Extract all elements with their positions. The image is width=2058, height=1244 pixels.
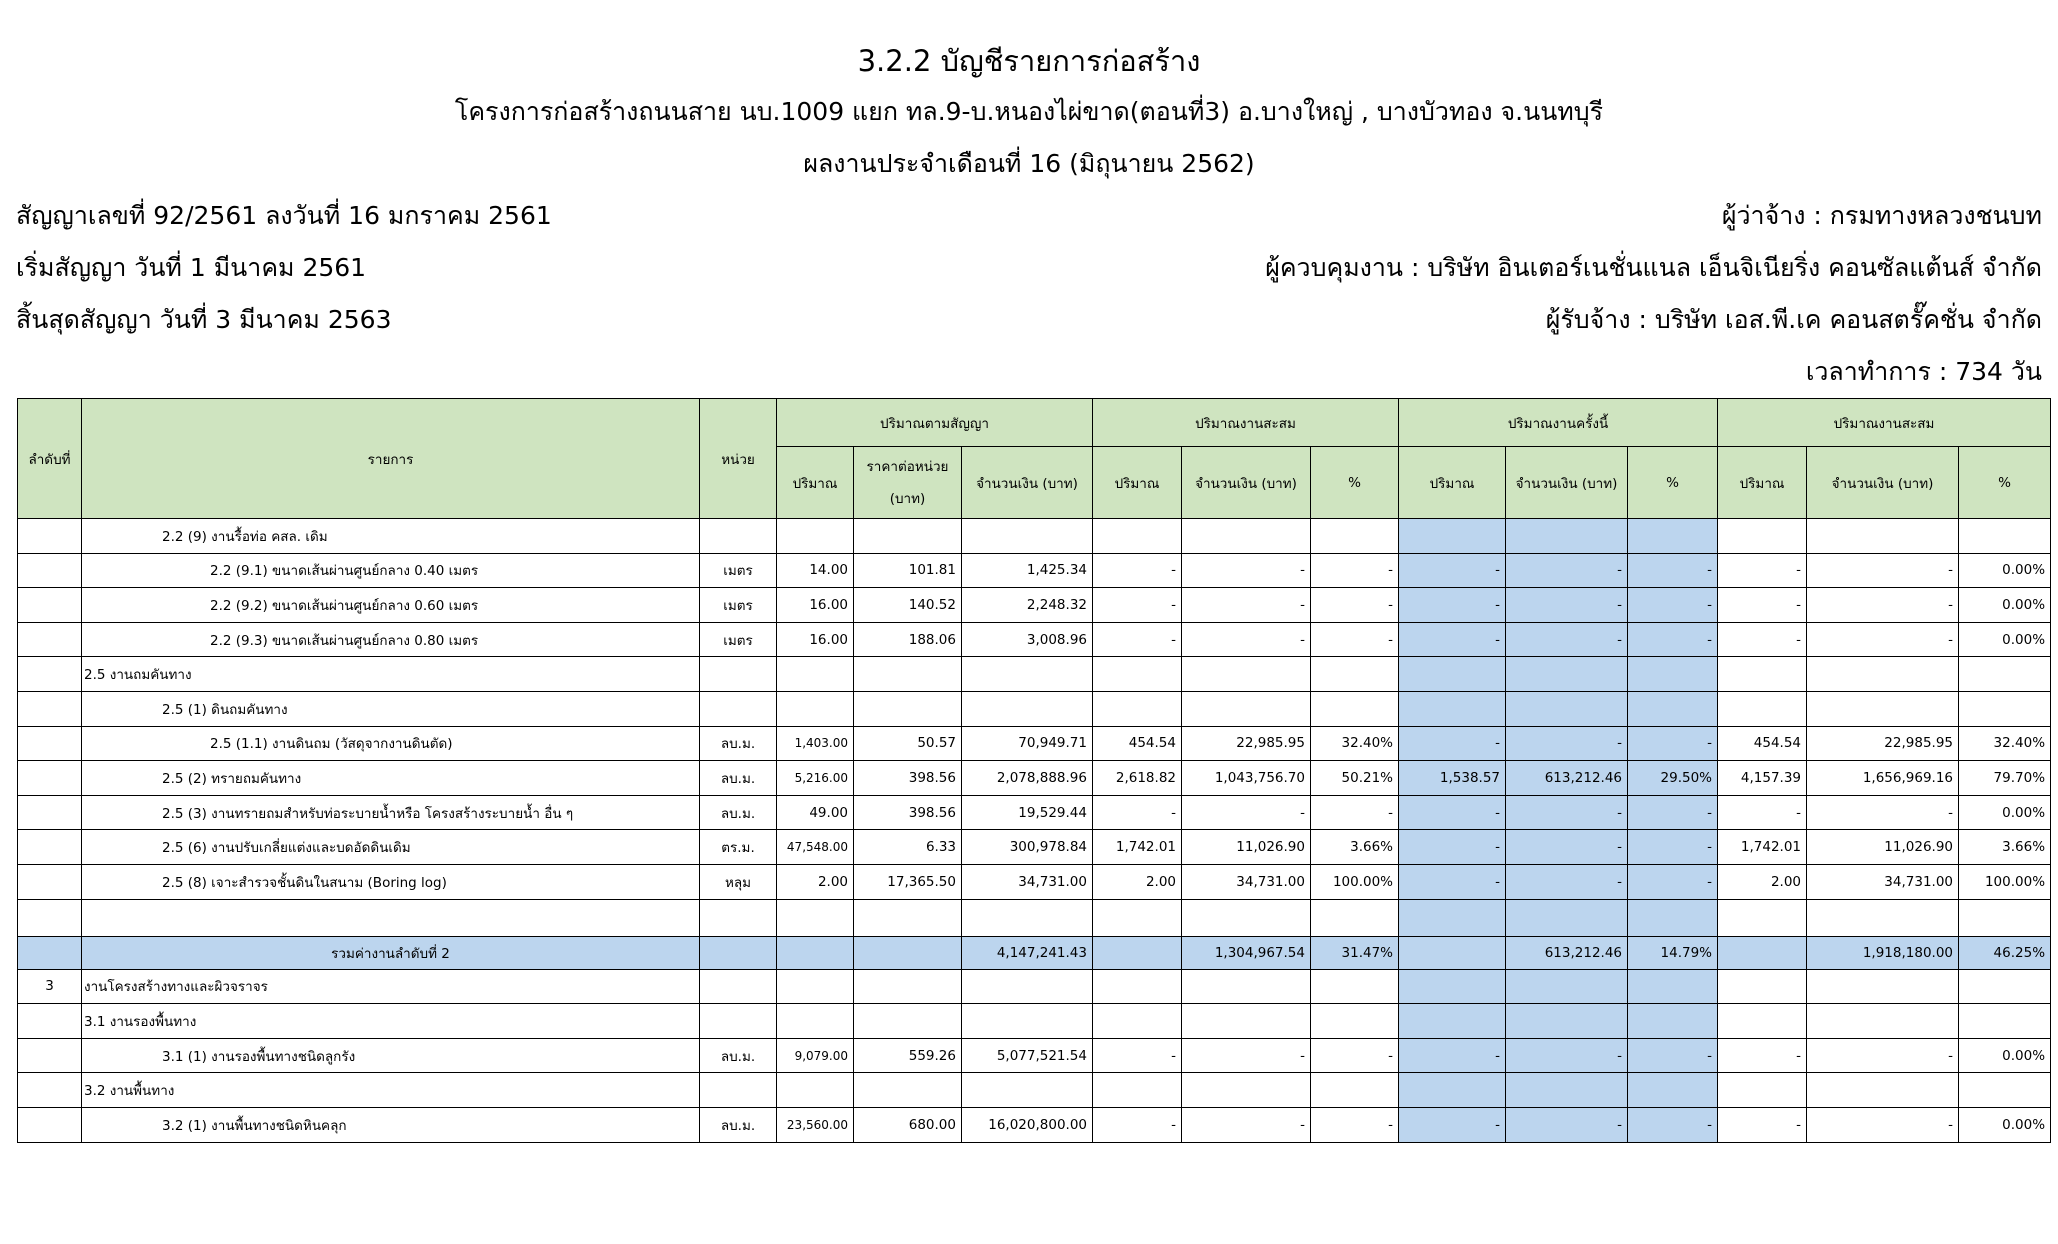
cell-item: 3.2 (1) งานพื้นทางชนิดหินคลุก — [82, 1107, 700, 1142]
cell-cum-amount: - — [1807, 1107, 1959, 1142]
total-cum-amount: 1,918,180.00 — [1807, 936, 1959, 969]
cell-cum-amount: - — [1807, 553, 1959, 588]
table-row — [18, 726, 2051, 761]
cell-item: 2.2 (9.1) ขนาดเส้นผ่านศูนย์กลาง 0.40 เมตร — [82, 553, 700, 588]
cell-seq — [18, 1038, 82, 1073]
cell-cum-amount: 22,985.95 — [1807, 726, 1959, 761]
cell-qty: 16.00 — [777, 588, 854, 623]
cell-item: 2.2 (9.3) ขนาดเส้นผ่านศูนย์กลาง 0.80 เมตร — [82, 622, 700, 657]
header-previous-cumulative: ปริมาณงานสะสม — [1093, 399, 1399, 447]
cell-this-amount — [1506, 519, 1628, 554]
cell-this-amount: - — [1506, 864, 1628, 899]
cell-qty — [777, 519, 854, 554]
cell-cum-pct: 0.00% — [1959, 1107, 2051, 1142]
cell-prev-qty: 1,742.01 — [1093, 830, 1182, 865]
cell-prev-qty: - — [1093, 553, 1182, 588]
cell-unit: เมตร — [700, 588, 777, 623]
cell-amount: 16,020,800.00 — [962, 1107, 1093, 1142]
cell-unit-price: 559.26 — [854, 1038, 962, 1073]
cell-seq — [18, 1107, 82, 1142]
cell-prev-amount: - — [1182, 1038, 1311, 1073]
cell-item: 2.2 (9.2) ขนาดเส้นผ่านศูนย์กลาง 0.60 เมตร — [82, 588, 700, 623]
cell-prev-amount: - — [1182, 622, 1311, 657]
cell-this-pct — [1628, 1073, 1718, 1108]
cell-item: 3.2 งานพื้นทาง — [82, 1073, 700, 1108]
table-row — [18, 691, 2051, 726]
cell-item: 2.5 (6) งานปรับเกลี่ยแต่งและบดอัดดินเดิม — [82, 830, 700, 865]
table-row — [18, 969, 2051, 1004]
cell-this-amount: - — [1506, 622, 1628, 657]
cell-unit — [700, 657, 777, 692]
cell-prev-amount: 22,985.95 — [1182, 726, 1311, 761]
cell-prev-pct: 32.40% — [1311, 726, 1399, 761]
cell-cum-pct: 0.00% — [1959, 622, 2051, 657]
cell-cum-qty: - — [1718, 622, 1807, 657]
cell-this-qty: - — [1399, 830, 1506, 865]
cell-unit: ลบ.ม. — [700, 1107, 777, 1142]
cell-cum-qty — [1718, 657, 1807, 692]
header-seq: ลำดับที่ — [18, 399, 82, 519]
cell-this-qty: 1,538.57 — [1399, 761, 1506, 796]
cell-this-qty — [1399, 1004, 1506, 1039]
table-row — [18, 657, 2051, 692]
cell-amount: 19,529.44 — [962, 795, 1093, 830]
cell-cum-amount: 1,656,969.16 — [1807, 761, 1959, 796]
cell-this-pct — [1628, 969, 1718, 1004]
cell-cum-pct — [1959, 1004, 2051, 1039]
cell-unit: ลบ.ม. — [700, 726, 777, 761]
cell-cum-qty: 4,157.39 — [1718, 761, 1807, 796]
cell-this-pct: - — [1628, 830, 1718, 865]
cell-this-amount: - — [1506, 553, 1628, 588]
cell-unit: ลบ.ม. — [700, 1038, 777, 1073]
cell-prev-pct — [1311, 1073, 1399, 1108]
table-row — [18, 761, 2051, 796]
cell-unit-price: 101.81 — [854, 553, 962, 588]
cell-cum-qty: 454.54 — [1718, 726, 1807, 761]
cell-prev-qty: - — [1093, 1038, 1182, 1073]
table-row — [18, 519, 2051, 554]
document-title: 3.2.2 บัญชีรายการก่อสร้าง — [857, 44, 1201, 78]
cell-cum-qty: - — [1718, 588, 1807, 623]
cell-amount — [962, 657, 1093, 692]
cell-qty: 5,216.00 — [777, 761, 854, 796]
contract-end: สิ้นสุดสัญญา วันที่ 3 มีนาคม 2563 — [16, 305, 392, 334]
cell-this-pct: - — [1628, 726, 1718, 761]
cell-unit-price: 398.56 — [854, 795, 962, 830]
cell-unit-price — [854, 691, 962, 726]
cell-cum-pct — [1959, 1073, 2051, 1108]
cell-unit: ตร.ม. — [700, 830, 777, 865]
cell-prev-amount: 34,731.00 — [1182, 864, 1311, 899]
cell-this-amount: - — [1506, 1107, 1628, 1142]
cell-prev-amount — [1182, 691, 1311, 726]
cell-cum-qty: 2.00 — [1718, 864, 1807, 899]
cell-seq: 3 — [18, 969, 82, 1004]
total-cum-pct: 46.25% — [1959, 936, 2051, 969]
table-row — [18, 1038, 2051, 1073]
cell-prev-amount: - — [1182, 795, 1311, 830]
cell-unit-price: 188.06 — [854, 622, 962, 657]
cell-prev-pct — [1311, 519, 1399, 554]
table-row — [18, 864, 2051, 899]
cell-cum-pct: 32.40% — [1959, 726, 2051, 761]
cell-cum-qty — [1718, 969, 1807, 1004]
cell-prev-amount: 11,026.90 — [1182, 830, 1311, 865]
cell-cum-amount — [1807, 1073, 1959, 1108]
cell-unit-price: 17,365.50 — [854, 864, 962, 899]
cell-prev-pct — [1311, 1004, 1399, 1039]
cell-this-qty — [1399, 691, 1506, 726]
cell-cum-amount: 11,026.90 — [1807, 830, 1959, 865]
cell-qty: 47,548.00 — [777, 830, 854, 865]
cell-cum-pct — [1959, 519, 2051, 554]
cell-prev-pct: - — [1311, 1038, 1399, 1073]
cell-cum-pct — [1959, 657, 2051, 692]
subheader-pct: % — [1959, 447, 2051, 519]
table-row — [18, 795, 2051, 830]
cell-prev-amount — [1182, 519, 1311, 554]
cell-cum-amount: - — [1807, 1038, 1959, 1073]
cell-prev-qty: - — [1093, 622, 1182, 657]
subheader-unit-price: ราคาต่อหน่วย (บาท) — [854, 447, 962, 519]
cell-amount — [962, 969, 1093, 1004]
cell-unit-price — [854, 1004, 962, 1039]
contract-start: เริ่มสัญญา วันที่ 1 มีนาคม 2561 — [16, 253, 367, 282]
cell-seq — [18, 1004, 82, 1039]
cell-this-qty: - — [1399, 1107, 1506, 1142]
subheader-pct: % — [1628, 447, 1718, 519]
cell-prev-amount — [1182, 969, 1311, 1004]
cell-this-qty: - — [1399, 795, 1506, 830]
cell-this-pct: - — [1628, 553, 1718, 588]
cell-cum-amount: - — [1807, 588, 1959, 623]
cell-unit — [700, 1073, 777, 1108]
cell-unit — [700, 969, 777, 1004]
cell-prev-qty — [1093, 1004, 1182, 1039]
total-this-pct: 14.79% — [1628, 936, 1718, 969]
table-row — [18, 830, 2051, 865]
cell-this-amount: - — [1506, 726, 1628, 761]
cell-cum-amount — [1807, 1004, 1959, 1039]
cell-this-pct — [1628, 519, 1718, 554]
cell-amount — [962, 691, 1093, 726]
cell-seq — [18, 761, 82, 796]
cell-this-amount: 613,212.46 — [1506, 761, 1628, 796]
report-period: ผลงานประจำเดือนที่ 16 (มิถุนายน 2562) — [803, 149, 1255, 178]
table-row — [18, 588, 2051, 623]
total-prev-pct: 31.47% — [1311, 936, 1399, 969]
cell-prev-amount: - — [1182, 553, 1311, 588]
cell-item: 3.1 งานรองพื้นทาง — [82, 1004, 700, 1039]
cell-unit-price: 50.57 — [854, 726, 962, 761]
cell-this-pct: 29.50% — [1628, 761, 1718, 796]
cell-unit-price — [854, 969, 962, 1004]
cell-unit-price — [854, 1073, 962, 1108]
cell-cum-amount — [1807, 691, 1959, 726]
cell-prev-pct — [1311, 691, 1399, 726]
cell-cum-pct — [1959, 969, 2051, 1004]
contractor: ผู้รับจ้าง : บริษัท เอส.พี.เค คอนสตรั๊คชั่น จำกัด — [1545, 305, 2042, 334]
cell-unit-price: 680.00 — [854, 1107, 962, 1142]
cell-amount: 1,425.34 — [962, 553, 1093, 588]
cell-this-amount — [1506, 1004, 1628, 1039]
cell-seq — [18, 830, 82, 865]
cell-item: 2.5 (1.1) งานดินถม (วัสดุจากงานดินตัด) — [82, 726, 700, 761]
table-row — [18, 553, 2051, 588]
cell-prev-pct: - — [1311, 553, 1399, 588]
table-row — [18, 1073, 2051, 1108]
cell-unit — [700, 1004, 777, 1039]
cell-qty: 9,079.00 — [777, 1038, 854, 1073]
cell-seq — [18, 588, 82, 623]
cell-unit: หลุม — [700, 864, 777, 899]
cell-seq — [18, 795, 82, 830]
header-contract-quantity: ปริมาณตามสัญญา — [777, 399, 1093, 447]
cell-amount — [962, 1073, 1093, 1108]
cell-this-qty: - — [1399, 1038, 1506, 1073]
table-row-empty — [18, 899, 2051, 936]
working-duration: เวลาทำการ : 734 วัน — [1805, 357, 2042, 386]
cell-this-pct — [1628, 657, 1718, 692]
table-row-total — [18, 936, 2051, 969]
cell-cum-pct: 100.00% — [1959, 864, 2051, 899]
cell-cum-qty — [1718, 519, 1807, 554]
cell-item: 2.2 (9) งานรื้อท่อ คสล. เดิม — [82, 519, 700, 554]
cell-cum-qty: - — [1718, 1038, 1807, 1073]
cell-this-qty — [1399, 1073, 1506, 1108]
total-label: รวมค่างานลำดับที่ 2 — [82, 936, 700, 969]
cell-prev-qty: - — [1093, 795, 1182, 830]
cell-seq — [18, 1073, 82, 1108]
cell-cum-qty: 1,742.01 — [1718, 830, 1807, 865]
cell-prev-qty: 454.54 — [1093, 726, 1182, 761]
cell-cum-amount: - — [1807, 795, 1959, 830]
supervisor: ผู้ควบคุมงาน : บริษัท อินเตอร์เนชั่นแนล เอ็นจิเนียริ่ง คอนซัลแต้นส์ จำกัด — [1265, 253, 2042, 282]
cell-unit: เมตร — [700, 622, 777, 657]
cell-cum-qty: - — [1718, 1107, 1807, 1142]
cell-cum-amount: - — [1807, 622, 1959, 657]
cell-seq — [18, 691, 82, 726]
cell-prev-qty: 2,618.82 — [1093, 761, 1182, 796]
cell-qty — [777, 657, 854, 692]
employer: ผู้ว่าจ้าง : กรมทางหลวงชนบท — [1721, 201, 2042, 230]
cell-cum-pct: 0.00% — [1959, 795, 2051, 830]
cell-prev-qty: - — [1093, 1107, 1182, 1142]
cell-amount: 34,731.00 — [962, 864, 1093, 899]
cell-this-qty: - — [1399, 622, 1506, 657]
cell-amount: 3,008.96 — [962, 622, 1093, 657]
cell-amount — [962, 1004, 1093, 1039]
cell-qty — [777, 1004, 854, 1039]
cell-unit-price — [854, 657, 962, 692]
cell-prev-pct: - — [1311, 588, 1399, 623]
subheader-qty: ปริมาณ — [1093, 447, 1182, 519]
cell-prev-pct: 100.00% — [1311, 864, 1399, 899]
cell-prev-amount — [1182, 657, 1311, 692]
cell-this-amount — [1506, 1073, 1628, 1108]
subheader-qty: ปริมาณ — [1718, 447, 1807, 519]
cell-prev-qty — [1093, 691, 1182, 726]
cell-this-amount: - — [1506, 795, 1628, 830]
cell-item: 2.5 งานถมคันทาง — [82, 657, 700, 692]
cell-cum-amount: 34,731.00 — [1807, 864, 1959, 899]
cell-prev-qty: 2.00 — [1093, 864, 1182, 899]
cell-this-qty: - — [1399, 726, 1506, 761]
total-prev-amount: 1,304,967.54 — [1182, 936, 1311, 969]
cell-this-amount — [1506, 969, 1628, 1004]
cell-item: 2.5 (1) ดินถมคันทาง — [82, 691, 700, 726]
cell-cum-amount — [1807, 519, 1959, 554]
cell-seq — [18, 864, 82, 899]
subheader-qty: ปริมาณ — [1399, 447, 1506, 519]
cell-this-pct: - — [1628, 622, 1718, 657]
cell-amount — [962, 519, 1093, 554]
cell-amount: 2,248.32 — [962, 588, 1093, 623]
cell-qty: 23,560.00 — [777, 1107, 854, 1142]
cell-cum-amount — [1807, 657, 1959, 692]
cell-prev-pct: - — [1311, 795, 1399, 830]
cell-this-pct: - — [1628, 588, 1718, 623]
cell-this-amount: - — [1506, 588, 1628, 623]
cell-cum-qty — [1718, 691, 1807, 726]
cell-qty: 2.00 — [777, 864, 854, 899]
cell-this-pct: - — [1628, 795, 1718, 830]
header-this-period: ปริมาณงานครั้งนี้ — [1399, 399, 1718, 447]
header-cumulative: ปริมาณงานสะสม — [1718, 399, 2051, 447]
table-row — [18, 1004, 2051, 1039]
subheader-qty: ปริมาณ — [777, 447, 854, 519]
header-item: รายการ — [82, 399, 700, 519]
cell-qty: 49.00 — [777, 795, 854, 830]
cell-seq — [18, 726, 82, 761]
cell-cum-pct: 0.00% — [1959, 1038, 2051, 1073]
cell-item: 2.5 (2) ทรายถมคันทาง — [82, 761, 700, 796]
cell-unit-price: 6.33 — [854, 830, 962, 865]
cell-unit-price: 398.56 — [854, 761, 962, 796]
cell-cum-amount — [1807, 969, 1959, 1004]
cell-qty — [777, 969, 854, 1004]
contract-number: สัญญาเลขที่ 92/2561 ลงวันที่ 16 มกราคม 2561 — [16, 201, 552, 230]
cell-qty: 16.00 — [777, 622, 854, 657]
cell-cum-qty: - — [1718, 553, 1807, 588]
cell-this-qty — [1399, 969, 1506, 1004]
cell-this-amount — [1506, 691, 1628, 726]
subheader-amount: จำนวนเงิน (บาท) — [1807, 447, 1959, 519]
cell-cum-qty: - — [1718, 795, 1807, 830]
cell-amount: 2,078,888.96 — [962, 761, 1093, 796]
table-row — [18, 1107, 2051, 1142]
cell-prev-qty — [1093, 969, 1182, 1004]
cell-prev-pct: - — [1311, 1107, 1399, 1142]
cell-prev-pct — [1311, 969, 1399, 1004]
cell-unit-price — [854, 519, 962, 554]
cell-unit: ลบ.ม. — [700, 795, 777, 830]
cell-this-qty: - — [1399, 588, 1506, 623]
cell-unit — [700, 691, 777, 726]
cell-prev-qty — [1093, 1073, 1182, 1108]
cell-prev-amount — [1182, 1004, 1311, 1039]
cell-prev-amount: - — [1182, 1107, 1311, 1142]
total-contract-amount: 4,147,241.43 — [962, 936, 1093, 969]
cell-this-amount — [1506, 657, 1628, 692]
cell-prev-pct — [1311, 657, 1399, 692]
cell-qty — [777, 1073, 854, 1108]
subheader-pct: % — [1311, 447, 1399, 519]
boq-table — [17, 398, 2051, 1143]
cell-seq — [18, 622, 82, 657]
cell-this-qty: - — [1399, 553, 1506, 588]
cell-prev-amount — [1182, 1073, 1311, 1108]
cell-cum-qty — [1718, 1073, 1807, 1108]
cell-item: 2.5 (8) เจาะสำรวจชั้นดินในสนาม (Boring log) — [82, 864, 700, 899]
cell-unit — [700, 519, 777, 554]
cell-qty: 14.00 — [777, 553, 854, 588]
table-row — [18, 622, 2051, 657]
cell-amount: 70,949.71 — [962, 726, 1093, 761]
cell-this-qty — [1399, 657, 1506, 692]
cell-this-qty — [1399, 519, 1506, 554]
cell-this-pct: - — [1628, 1107, 1718, 1142]
cell-cum-qty — [1718, 1004, 1807, 1039]
cell-cum-pct: 79.70% — [1959, 761, 2051, 796]
cell-cum-pct — [1959, 691, 2051, 726]
subheader-amount: จำนวนเงิน (บาท) — [1506, 447, 1628, 519]
cell-amount: 5,077,521.54 — [962, 1038, 1093, 1073]
cell-this-pct — [1628, 1004, 1718, 1039]
cell-this-pct — [1628, 691, 1718, 726]
cell-seq — [18, 657, 82, 692]
cell-cum-pct: 0.00% — [1959, 588, 2051, 623]
subheader-amount: จำนวนเงิน (บาท) — [962, 447, 1093, 519]
cell-seq — [18, 519, 82, 554]
cell-this-amount: - — [1506, 830, 1628, 865]
cell-prev-pct: - — [1311, 622, 1399, 657]
cell-amount: 300,978.84 — [962, 830, 1093, 865]
cell-seq — [18, 553, 82, 588]
cell-prev-amount: - — [1182, 588, 1311, 623]
cell-prev-amount: 1,043,756.70 — [1182, 761, 1311, 796]
cell-item: 3.1 (1) งานรองพื้นทางชนิดลูกรัง — [82, 1038, 700, 1073]
project-name: โครงการก่อสร้างถนนสาย นบ.1009 แยก ทล.9-บ.หนองไผ่ขาด(ตอนที่3) อ.บางใหญ่ , บางบัวทอง จ.นนทบุรี — [454, 97, 1604, 126]
cell-this-amount: - — [1506, 1038, 1628, 1073]
cell-unit: เมตร — [700, 553, 777, 588]
cell-this-qty: - — [1399, 864, 1506, 899]
cell-cum-pct: 0.00% — [1959, 553, 2051, 588]
cell-cum-pct: 3.66% — [1959, 830, 2051, 865]
cell-item: 2.5 (3) งานทรายถมสำหรับท่อระบายน้ำหรือ โครงสร้างระบายน้ำ อื่น ๆ — [82, 795, 700, 830]
subheader-amount: จำนวนเงิน (บาท) — [1182, 447, 1311, 519]
cell-qty: 1,403.00 — [777, 726, 854, 761]
cell-this-pct: - — [1628, 1038, 1718, 1073]
header-unit: หน่วย — [700, 399, 777, 519]
cell-unit: ลบ.ม. — [700, 761, 777, 796]
cell-prev-qty — [1093, 519, 1182, 554]
cell-prev-pct: 3.66% — [1311, 830, 1399, 865]
cell-qty — [777, 691, 854, 726]
cell-prev-pct: 50.21% — [1311, 761, 1399, 796]
total-this-amount: 613,212.46 — [1506, 936, 1628, 969]
cell-prev-qty — [1093, 657, 1182, 692]
cell-unit-price: 140.52 — [854, 588, 962, 623]
cell-item: งานโครงสร้างทางและผิวจราจร — [82, 969, 700, 1004]
cell-this-pct: - — [1628, 864, 1718, 899]
cell-prev-qty: - — [1093, 588, 1182, 623]
